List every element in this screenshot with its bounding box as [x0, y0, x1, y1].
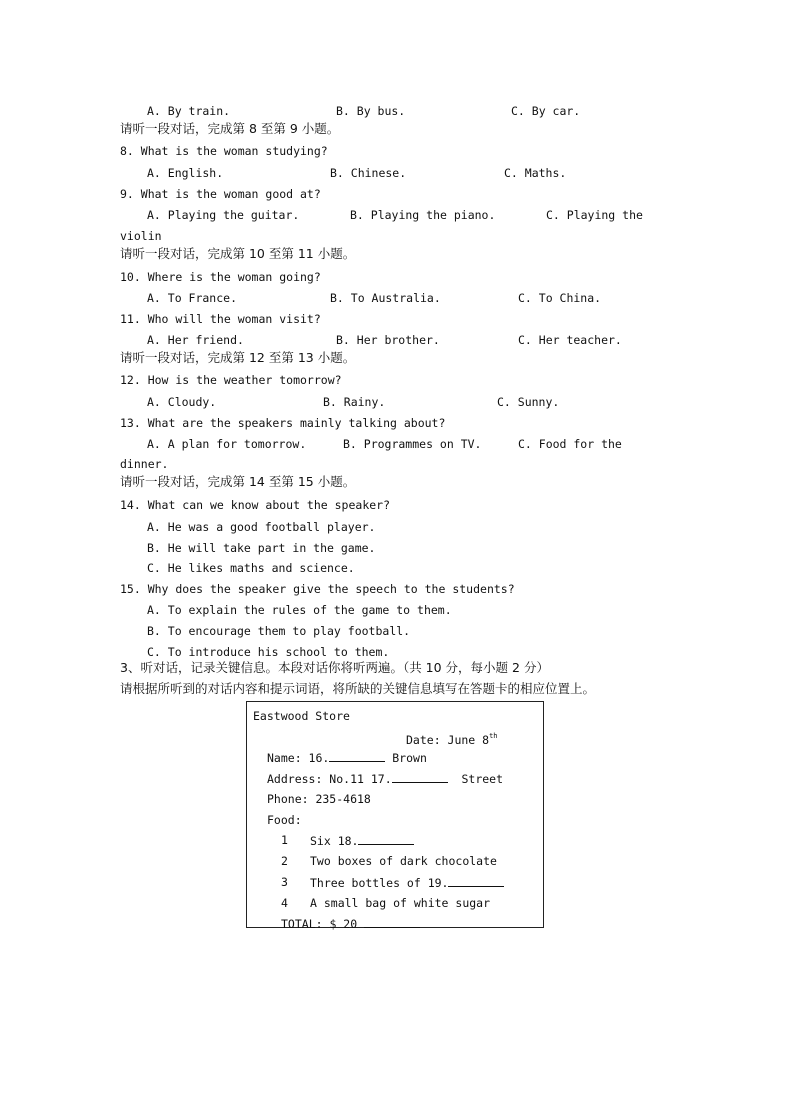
q13-option-b: B. Programmes on TV.: [343, 437, 482, 451]
q10-stem: 10. Where is the woman going?: [120, 270, 321, 284]
food-item-4: A small bag of white sugar: [310, 896, 491, 910]
date-label: Date: June 8: [406, 733, 490, 747]
q11-option-c: C. Her teacher.: [518, 333, 622, 347]
q10-option-a: A. To France.: [147, 291, 238, 305]
q8-stem: 8. What is the woman studying?: [120, 144, 328, 158]
q15-option-a: A. To explain the rules of the game to them.: [147, 603, 452, 617]
address-prefix: Address: No.11 17.: [267, 772, 392, 786]
food-item-1: [310, 833, 414, 848]
q13-option-c: C. Food for the: [518, 437, 622, 451]
q12-option-b: B. Rainy.: [323, 395, 386, 409]
address-line: [267, 771, 503, 786]
total-label: TOTAL: $ 20: [281, 917, 358, 931]
q10-option-c: C. To China.: [518, 291, 602, 305]
blank-16[interactable]: [329, 750, 385, 762]
food-item-number: 3: [281, 875, 288, 889]
instruction-10-11: 请听一段对话，完成第 10 至第 11 小题。: [120, 246, 356, 261]
name-suffix: Brown: [392, 751, 427, 765]
blank-17[interactable]: [392, 771, 448, 783]
food-item-text: Six 18.: [310, 834, 359, 848]
q13-option-a: A. A plan for tomorrow.: [147, 437, 307, 451]
q9-option-a: A. Playing the guitar.: [147, 208, 300, 222]
q7-option-b: B. By bus.: [336, 104, 406, 118]
phone-line: Phone: 235-4618: [267, 792, 371, 806]
q14-option-c: C. He likes maths and science.: [147, 561, 355, 575]
q14-stem: 14. What can we know about the speaker?: [120, 498, 391, 512]
q13-option-c-continued: dinner.: [120, 457, 169, 471]
name-prefix: Name: 16.: [267, 751, 330, 765]
order-form-box: [246, 701, 544, 931]
q11-stem: 11. Who will the woman visit?: [120, 312, 321, 326]
store-name: Eastwood Store: [253, 709, 350, 723]
food-item-2: Two boxes of dark chocolate: [310, 854, 497, 868]
q14-option-a: A. He was a good football player.: [147, 520, 376, 534]
q11-option-a: A. Her friend.: [147, 333, 244, 347]
section-3-title: 3、听对话，记录关键信息。本段对话你将听两遍。（共 10 分，每小题 2 分）: [120, 660, 549, 675]
total-line: [281, 916, 420, 931]
food-item-number: 1: [281, 833, 288, 847]
q7-option-c: C. By car.: [511, 104, 581, 118]
food-label: Food:: [267, 813, 302, 827]
address-suffix: Street: [461, 772, 504, 786]
q7-option-a: A. By train.: [147, 104, 231, 118]
q15-option-b: B. To encourage them to play football.: [147, 624, 411, 638]
q8-option-c: C. Maths.: [504, 166, 567, 180]
q13-stem: 13. What are the speakers mainly talking about?: [120, 416, 446, 430]
q9-option-c: C. Playing the: [546, 208, 643, 222]
food-item-text: Three bottles of 19.: [310, 876, 449, 890]
food-item-number: 2: [281, 854, 288, 868]
q12-option-a: A. Cloudy.: [147, 395, 217, 409]
instruction-14-15: 请听一段对话，完成第 14 至第 15 小题。: [120, 474, 356, 489]
q9-stem: 9. What is the woman good at?: [120, 187, 321, 201]
food-item-number: 4: [281, 896, 288, 910]
date-suffix: th: [489, 732, 498, 740]
q12-option-c: C. Sunny.: [497, 395, 560, 409]
name-line: [267, 750, 427, 765]
q8-option-b: B. Chinese.: [330, 166, 407, 180]
blank-18[interactable]: [358, 833, 414, 845]
q15-stem: 15. Why does the speaker give the speech to the students?: [120, 582, 515, 596]
section-3-instruction: 请根据所听到的对话内容和提示词语，将所缺的关键信息填写在答题卡的相应位置上。: [120, 681, 596, 696]
q9-option-b: B. Playing the piano.: [350, 208, 496, 222]
q11-option-b: B. Her brother.: [336, 333, 440, 347]
q15-option-c: C. To introduce his school to them.: [147, 645, 390, 659]
q9-option-c-continued: violin: [120, 229, 162, 243]
q8-option-a: A. English.: [147, 166, 224, 180]
date-line: [406, 729, 498, 747]
q10-option-b: B. To Australia.: [330, 291, 441, 305]
blank-20[interactable]: [364, 916, 420, 928]
q14-option-b: B. He will take part in the game.: [147, 541, 376, 555]
instruction-8-9: 请听一段对话，完成第 8 至第 9 小题。: [120, 121, 340, 136]
q12-stem: 12. How is the weather tomorrow?: [120, 373, 342, 387]
instruction-12-13: 请听一段对话，完成第 12 至第 13 小题。: [120, 350, 356, 365]
food-item-3: [310, 875, 504, 890]
blank-19[interactable]: [448, 875, 504, 887]
